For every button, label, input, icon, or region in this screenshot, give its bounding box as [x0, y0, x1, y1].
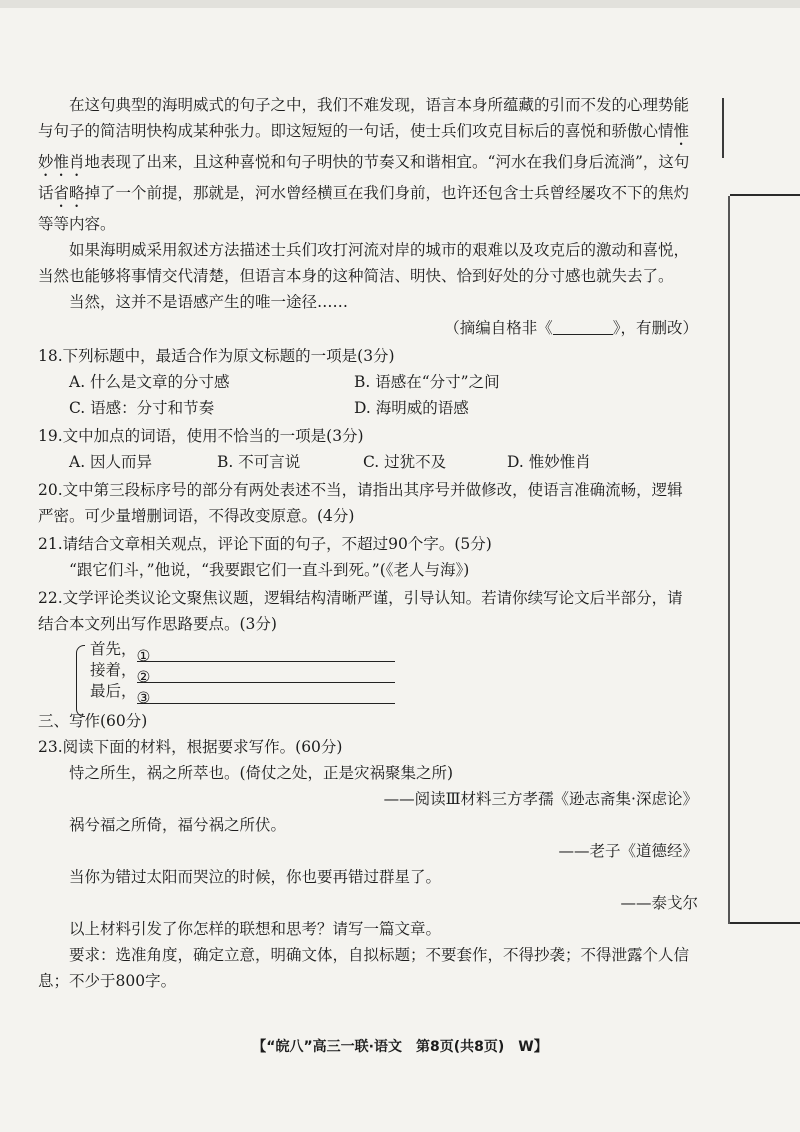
- question-21-stem: 21.请结合文章相关观点，评论下面的句子，不超过90个字。(5分): [38, 535, 492, 553]
- outline-row: 接着， ②: [90, 662, 698, 683]
- passage-text: 掉了一个前提，那就是，河水曾经横亘在我们身前，也许还包含士兵曾经屡攻不下的焦灼等等内容。: [38, 184, 690, 233]
- question-18-stem: 18.下列标题中，最适合作为原文标题的一项是(3分): [38, 347, 395, 365]
- section-heading-writing: 三、写作(60分): [38, 712, 148, 730]
- dotted-word: 省略: [53, 184, 85, 202]
- source-citation: （摘编自格非《 》，有删改）: [38, 315, 698, 341]
- fold-mark: [728, 196, 730, 924]
- option-b[interactable]: B. 不可言说: [217, 453, 301, 471]
- writing-requirements: 要求：选准角度，确定立意，明确文体，自拟标题；不要套作，不得抄袭；不得泄露个人信息；不少于800字。: [38, 946, 690, 990]
- option-b[interactable]: B. 语感在“分寸”之间: [354, 373, 500, 391]
- answer-line-2[interactable]: ②: [137, 664, 395, 683]
- fold-mark: [722, 98, 724, 158]
- fold-mark: [730, 922, 800, 924]
- question-21-quote: “跟它们斗，”他说，“我要跟它们一直斗到死。”(《老人与海》): [69, 561, 470, 579]
- material-1: 恃之所生，祸之所萃也。(倚仗之处，正是灾祸聚集之所): [69, 764, 454, 782]
- passage-text: 地表现了出来，且这种喜悦和句子明快的节奏又和谐相宜。“河水在我们身后流淌”，这句话: [38, 153, 690, 202]
- passage-text: 在这句典型的海明威式的句子之中，我们不难发现，语言本身所蕴藏的引而不发的心理势能与句子的简洁明快构成某种张力。即这短短的一句话，使士兵们攻克目标后的喜悦和骄傲心情: [38, 96, 690, 140]
- option-a[interactable]: A. 什么是文章的分寸感: [69, 373, 230, 391]
- answer-line-1[interactable]: ①: [137, 643, 395, 662]
- exam-page-content: [38, 92, 698, 994]
- passage-paragraph-3: 当然，这并不是语感产生的唯一途径……: [69, 293, 349, 311]
- passage-paragraph-1: [38, 92, 698, 237]
- material-3: 当你为错过太阳而哭泣的时候，你也要再错过群星了。: [69, 868, 442, 886]
- question-19-options: [38, 449, 698, 475]
- writing-outline: [76, 640, 698, 707]
- scan-edge: [0, 0, 800, 8]
- option-d[interactable]: D. 海明威的语感: [354, 399, 469, 417]
- writing-prompt: 以上材料引发了你怎样的联想和思考？请写一篇文章。: [69, 920, 442, 938]
- material-2-source: ——老子《道德经》: [558, 842, 698, 860]
- dotted-word: 惟妙惟肖: [38, 122, 690, 171]
- passage-paragraph-2: 如果海明威采用叙述方法描述士兵们攻打河流对岸的城市的艰难以及攻克后的激动和喜悦，当然也能够将事情交代清楚，但语言本身的这种简洁、明快、恰到好处的分寸感也就失去了。: [38, 241, 690, 285]
- question-19-stem: 19.文中加点的词语，使用不恰当的一项是(3分): [38, 427, 364, 445]
- option-c[interactable]: C. 过犹不及: [363, 453, 447, 471]
- question-23-stem: 23.阅读下面的材料，根据要求写作。(60分): [38, 738, 343, 756]
- material-2: 祸兮福之所倚，福兮祸之所伏。: [69, 816, 287, 834]
- outline-row: 首先， ①: [90, 641, 698, 662]
- question-18-options: [38, 369, 698, 421]
- brace-icon: [76, 645, 85, 717]
- fold-mark: [730, 194, 800, 196]
- author-blank[interactable]: [553, 316, 613, 335]
- material-3-source: ——泰戈尔: [620, 894, 698, 912]
- answer-line-3[interactable]: ③: [137, 685, 395, 704]
- option-d[interactable]: D. 惟妙惟肖: [507, 453, 591, 471]
- option-c[interactable]: C. 语感：分寸和节奏: [69, 399, 215, 417]
- question-20: 20.文中第三段标序号的部分有两处表述不当，请指出其序号并做修改，使语言准确流畅，逻辑严密。可少量增删词语，不得改变原意。(4分): [38, 481, 683, 525]
- page-footer: 【“皖八”高三一联·语文 第8页(共8页) W】: [252, 1039, 548, 1055]
- option-a[interactable]: A. 因人而异: [69, 453, 153, 471]
- outline-row: 最后， ③: [90, 683, 698, 704]
- material-1-source: ——阅读Ⅲ材料三方孝孺《逊志斋集·深虑论》: [383, 790, 698, 808]
- question-22-stem: 22.文学评论类议论文聚焦议题，逻辑结构清晰严谨，引导认知。若请你续写论文后半部分，请结合本文列出写作思路要点。(3分): [38, 589, 683, 633]
